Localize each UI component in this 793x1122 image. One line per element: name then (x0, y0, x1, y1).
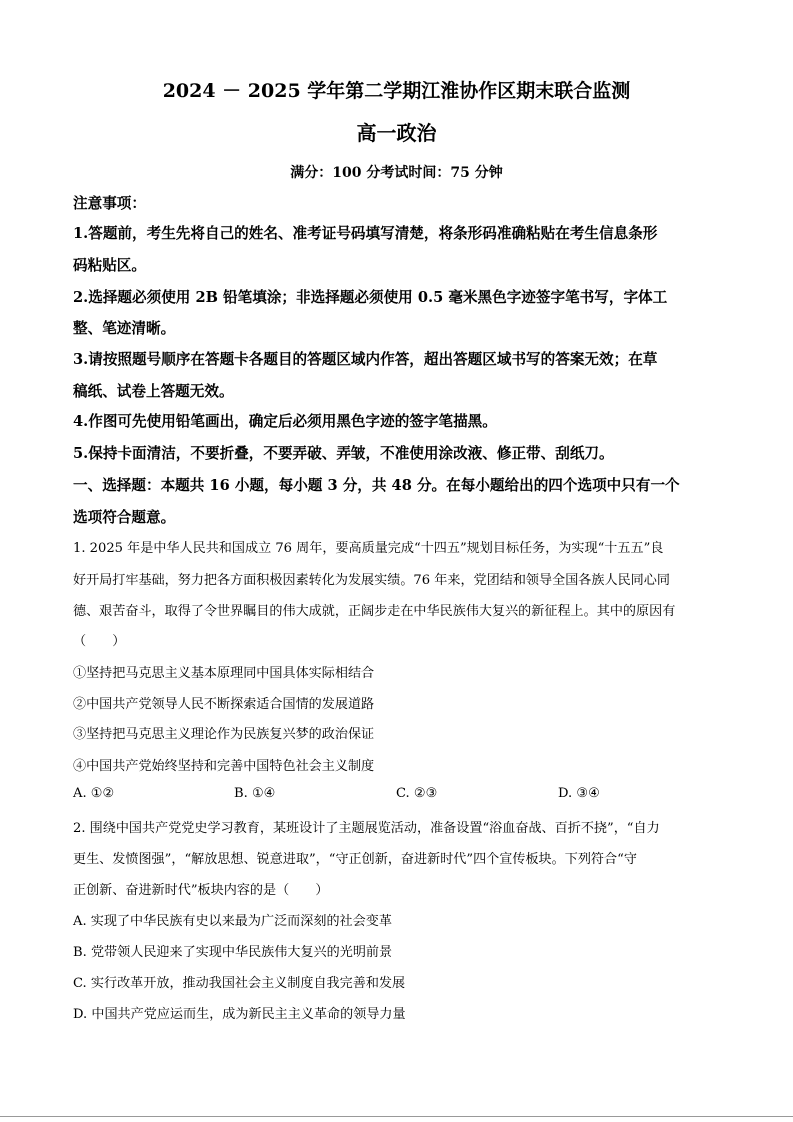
q2-stem-line: 更生、发愤图强”，“解放思想、锐意进取”，“守正创新，奋进新时代”四个宣传板块。下列符合“守 (73, 852, 637, 867)
q1-item: ②中国共产党领导人民不断探索适合国情的发展道路 (73, 697, 375, 712)
q1-option-a: A. ①② (73, 786, 115, 801)
q2-option-b: B. 党带领人民迎来了实现中华民族伟大复兴的光明前景 (73, 945, 393, 960)
score-time: 满分：100 分考试时间：75 分钟 (290, 165, 503, 181)
section-heading: 一、选择题：本题共 16 小题，每小题 3 分，共 48 分。在每小题给出的四个选项中只有一个 (73, 477, 680, 494)
q1-stem-line: 好开局打牢基础，努力把各方面积极因素转化为发展实绩。76 年来，党团结和领导全国各族人民同心同 (73, 573, 670, 588)
q1-option-d: D. ③④ (558, 786, 600, 801)
page-bottom-rule (0, 1116, 793, 1117)
notice-line: 4.作图可先使用铅笔画出，确定后必须用黑色字迹的签字笔描黑。 (73, 413, 497, 430)
q2-option-d: D. 中国共产党应运而生，成为新民主主义革命的领导力量 (73, 1007, 406, 1022)
q1-item: ④中国共产党始终坚持和完善中国特色社会主义制度 (73, 759, 375, 774)
q1-option-b: B. ①④ (234, 786, 276, 801)
notice-line: 2.选择题必须使用 2B 铅笔填涂；非选择题必须使用 0.5 毫米黑色字迹签字笔书写，字体工 (73, 289, 668, 306)
section-heading: 选项符合题意。 (73, 509, 176, 526)
q2-stem-line: 2. 围绕中国共产党党史学习教育，某班设计了主题展览活动，准备设置“浴血奋战、百折不挠”，“自力 (73, 821, 660, 836)
notice-heading: 注意事项： (73, 195, 146, 212)
notice-line: 1.答题前，考生先将自己的姓名、准考证号码填写清楚，将条形码准确粘贴在考生信息条形 (73, 225, 658, 242)
q1-item: ①坚持把马克思主义基本原理同中国具体实际相结合 (73, 666, 375, 681)
notice-line: 稿纸、试卷上答题无效。 (73, 383, 234, 400)
q1-stem-line: 1. 2025 年是中华人民共和国成立 76 周年，要高质量完成“十四五”规划目标任务，为实现“十五五”良 (73, 541, 664, 556)
q1-stem-line: 德、艰苦奋斗，取得了令世界瞩目的伟大成就，正阔步走在中华民族伟大复兴的新征程上。其中的原因有 (73, 604, 676, 619)
q1-item: ③坚持把马克思主义理论作为民族复兴梦的政治保证 (73, 727, 375, 742)
q2-option-c: C. 实行改革开放，推动我国社会主义制度自我完善和发展 (73, 976, 406, 991)
q2-stem-line: 正创新、奋进新时代”板块内容的是（ ） (73, 883, 329, 898)
subject-title: 高一政治 (356, 121, 437, 145)
notice-line: 码粘贴区。 (73, 257, 146, 274)
exam-title: 2024 － 2025 学年第二学期江淮协作区期末联合监测 (162, 80, 631, 102)
q1-option-c: C. ②③ (396, 786, 438, 801)
q2-option-a: A. 实现了中华民族有史以来最为广泛而深刻的社会变革 (73, 914, 392, 929)
notice-line: 3.请按照题号顺序在答题卡各题目的答题区域内作答，超出答题区域书写的答案无效；在草 (73, 351, 658, 368)
q1-answer-blank: （ ） (73, 634, 126, 649)
notice-line: 整、笔迹清晰。 (73, 320, 176, 337)
notice-line: 5.保持卡面清洁，不要折叠，不要弄破、弄皱，不准使用涂改液、修正带、刮纸刀。 (73, 445, 614, 462)
